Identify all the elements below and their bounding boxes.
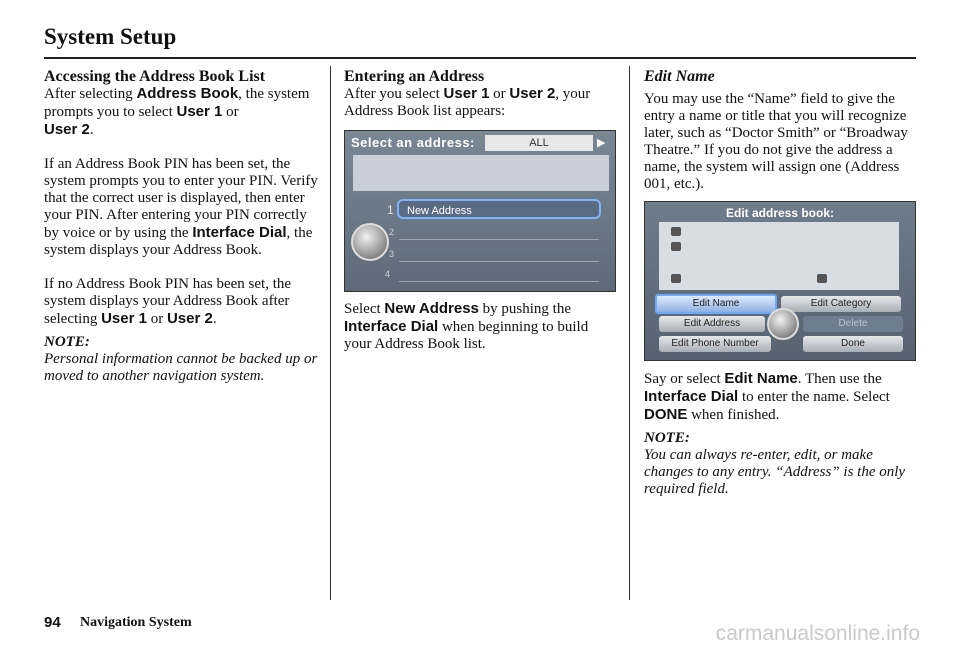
title-rule [44,57,916,59]
select-address-screenshot [344,130,616,292]
column-entering [344,68,616,120]
screen-panel [659,222,899,290]
play-arrow-icon: ▶ [597,137,606,149]
phone-field-icon [671,274,681,283]
edit-phone-button[interactable]: Edit Phone Number [659,336,771,352]
done-button[interactable]: Done [803,336,903,352]
column-accessing [44,68,320,385]
note-text: Personal information cannot be backed up or moved to another navigation system. [44,351,318,384]
paragraph: Say or select Edit Name. Then use the Interface Dial to enter the name. Select DONE when finished. [644,370,890,423]
category-field-icon [817,274,827,283]
page-title: System Setup [44,24,177,49]
column-edit-name [644,68,918,193]
list-divider [399,239,599,240]
address-field-icon [671,242,681,251]
column-entering-cont [344,300,618,353]
paragraph: After selecting Address Book, the system prompts you to select User 1 or User 2. [44,85,310,138]
list-divider [399,261,599,262]
section-heading: Entering an Address [344,68,485,85]
row-number: 4 [385,269,391,279]
screen-header: Edit address book: [725,206,835,220]
note-label: NOTE: [644,430,690,446]
interface-dial-icon [351,223,389,261]
section-heading: Edit Name [644,68,715,85]
paragraph: If no Address Book PIN has been set, the system displays your Address Book after selecting User 1 or User 2. [44,276,292,327]
column-divider [330,66,331,600]
filter-all-button[interactable]: ALL [485,135,593,151]
screen-panel [353,155,609,191]
row-number: 2 [389,227,395,237]
edit-category-button[interactable]: Edit Category [781,296,901,312]
watermark: carmanualsonline.info [715,622,920,645]
paragraph: Select New Address by pushing the Interface Dial when beginning to build your Address Book list. [344,300,589,352]
delete-button[interactable]: Delete [803,316,903,332]
new-address-item[interactable]: New Address [397,199,601,219]
note-label: NOTE: [44,334,90,350]
paragraph: If an Address Book PIN has been set, the system prompts you to enter your PIN. Verify that the correct user is displayed, then enter your PIN. After entering your PIN correctly by voice or by using the Interface Dial, the system displays your Address Book. [44,156,318,258]
footer-label: Navigation System [80,615,192,630]
interface-dial-icon [767,308,799,340]
column-divider [629,66,630,600]
name-field-icon [671,227,681,236]
edit-name-button[interactable]: Edit Name [655,294,777,314]
list-divider [399,281,599,282]
note-text: You can always re-enter, edit, or make changes to any entry. “Address” is the only required field. [644,447,906,497]
paragraph: You may use the “Name” field to give the entry a name or title that you will recognize later, such as “Doctor Smith” or “Broadway Theatre.” If you do not give the address a name, the system will assign one (Address 001, etc.). [644,91,908,192]
row-number: 3 [389,249,395,259]
edit-address-book-screenshot [644,201,916,361]
page-number: 94 [44,614,61,631]
section-heading: Accessing the Address Book List [44,68,266,85]
row-number: 1 [387,203,394,217]
screen-header: Select an address: [351,135,475,150]
edit-address-button[interactable]: Edit Address [659,316,765,332]
column-edit-name-cont [644,370,918,498]
paragraph: After you select User 1 or User 2, your Address Book list appears: [344,85,591,119]
